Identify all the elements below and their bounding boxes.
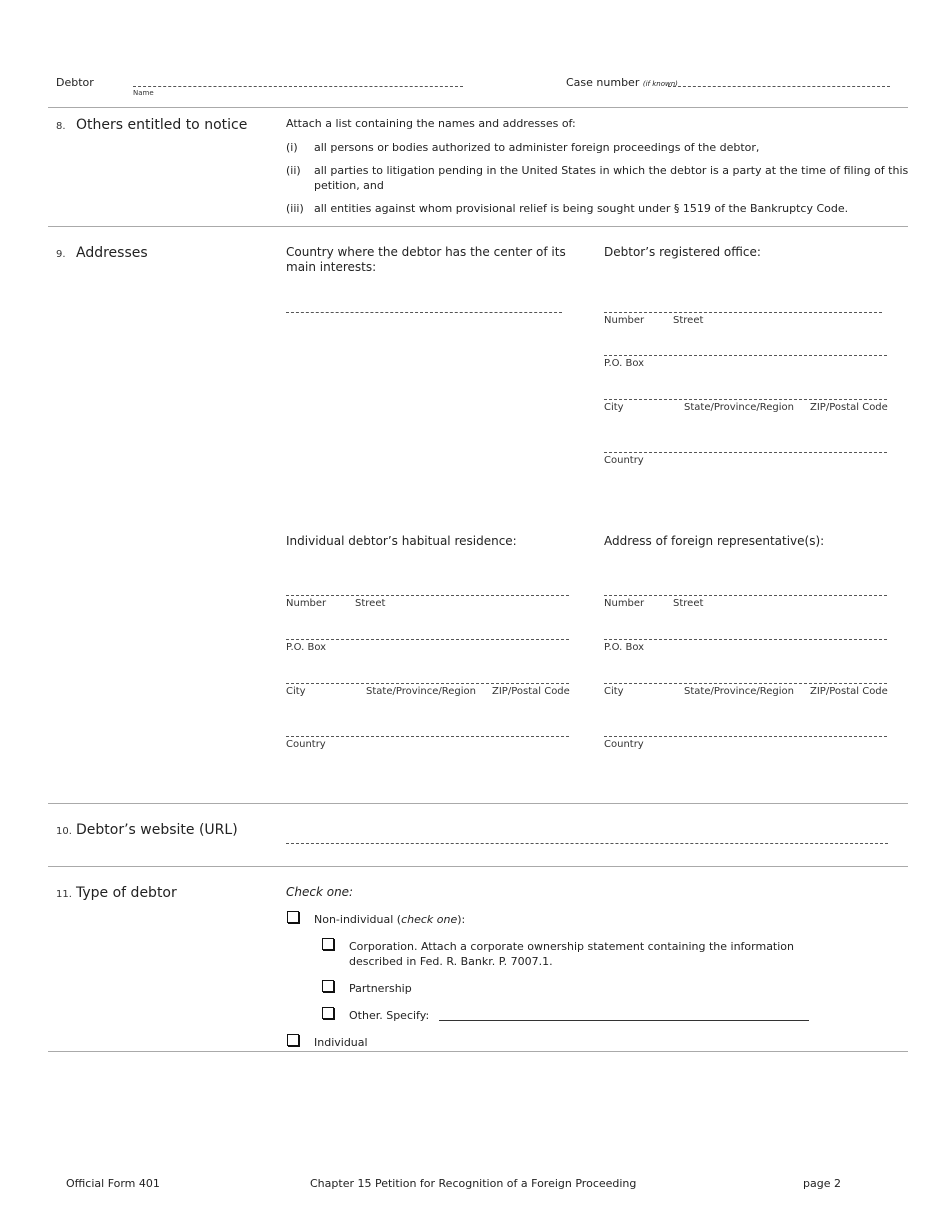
habitual-country-field[interactable] — [286, 736, 569, 737]
footer-page-number: page 2 — [803, 1177, 841, 1190]
case-number-label: Case number (if known) — [566, 76, 678, 89]
section-10-number: 10. — [56, 826, 72, 837]
other-checkbox[interactable] — [322, 1007, 334, 1019]
section-8-item-mark: (iii) — [286, 202, 304, 215]
state-label: State/Province/Region — [366, 686, 476, 697]
reg-office-street-field[interactable] — [604, 312, 882, 313]
reg-office-pobox-field[interactable] — [604, 355, 887, 356]
street-label: Street — [673, 315, 704, 326]
non-individual-label: Non-individual (check one): — [314, 913, 466, 926]
partnership-checkbox[interactable] — [322, 980, 334, 992]
footer-form-number: Official Form 401 — [66, 1177, 160, 1190]
section-8-item-text: all entities against whom provisional relief is being sought under § 1519 of the Bankruptcy Code. — [314, 202, 849, 215]
other-specify-field[interactable] — [439, 1020, 809, 1021]
section-8-title: Others entitled to notice — [76, 117, 248, 133]
number-label: Number — [604, 598, 645, 609]
section-9-number: 9. — [56, 249, 66, 260]
corporation-checkbox[interactable] — [322, 938, 334, 950]
section-8-item-text: all parties to litigation pending in the United States in which the debtor is a party at the time of filing of this — [314, 164, 909, 177]
coim-country-label: Country where the debtor has the center of its — [286, 245, 566, 259]
non-individual-checkbox[interactable] — [287, 911, 299, 923]
coim-country-label-cont: main interests: — [286, 260, 377, 274]
city-label: City — [286, 686, 306, 697]
section-11-number: 11. — [56, 889, 72, 900]
website-url-field[interactable] — [286, 843, 888, 844]
debtor-name-field[interactable] — [133, 86, 463, 87]
section-8-item-text: petition, and — [314, 179, 384, 192]
pobox-label: P.O. Box — [286, 642, 327, 653]
section-8-number: 8. — [56, 121, 66, 132]
section-10-title: Debtor’s website (URL) — [76, 822, 238, 838]
partnership-label: Partnership — [349, 982, 412, 995]
divider — [48, 1051, 908, 1052]
reg-office-city-field[interactable] — [604, 399, 887, 400]
country-label: Country — [604, 739, 644, 750]
street-label: Street — [355, 598, 386, 609]
country-label: Country — [286, 739, 326, 750]
state-label: State/Province/Region — [684, 686, 794, 697]
registered-office-label: Debtor’s registered office: — [604, 245, 761, 259]
country-label: Country — [604, 455, 644, 466]
foreign-rep-pobox-field[interactable] — [604, 639, 887, 640]
divider — [48, 803, 908, 804]
debtor-label: Debtor — [56, 76, 94, 89]
corporation-label: Corporation. Attach a corporate ownership statement containing the information — [349, 940, 795, 953]
pobox-label: P.O. Box — [604, 358, 645, 369]
individual-checkbox[interactable] — [287, 1034, 299, 1046]
habitual-pobox-field[interactable] — [286, 639, 569, 640]
other-label: Other. Specify: — [349, 1009, 430, 1022]
number-label: Number — [286, 598, 327, 609]
reg-office-country-field[interactable] — [604, 452, 887, 453]
zip-label: ZIP/Postal Code — [810, 686, 888, 697]
foreign-rep-city-field[interactable] — [604, 683, 887, 684]
section-8-item-text: all persons or bodies authorized to administer foreign proceedings of the debtor, — [314, 141, 760, 154]
zip-label: ZIP/Postal Code — [810, 402, 888, 413]
divider — [48, 107, 908, 108]
foreign-rep-country-field[interactable] — [604, 736, 887, 737]
city-label: City — [604, 686, 624, 697]
divider — [48, 866, 908, 867]
corporation-label-cont: described in Fed. R. Bankr. P. 7007.1. — [349, 955, 553, 968]
number-label: Number — [604, 315, 645, 326]
pobox-label: P.O. Box — [604, 642, 645, 653]
street-label: Street — [673, 598, 704, 609]
footer-form-title: Chapter 15 Petition for Recognition of a Foreign Proceeding — [310, 1177, 637, 1190]
section-9-title: Addresses — [76, 245, 148, 261]
section-11-title: Type of debtor — [76, 885, 177, 901]
foreign-rep-street-field[interactable] — [604, 595, 887, 596]
habitual-residence-label: Individual debtor’s habitual residence: — [286, 534, 517, 548]
city-label: City — [604, 402, 624, 413]
check-one-instruction: Check one: — [286, 885, 354, 899]
debtor-name-sublabel: Name — [133, 89, 154, 97]
section-8-item-mark: (i) — [286, 141, 298, 154]
coim-country-field[interactable] — [286, 312, 562, 313]
divider — [48, 226, 908, 227]
section-8-item-mark: (ii) — [286, 164, 301, 177]
state-label: State/Province/Region — [684, 402, 794, 413]
habitual-street-field[interactable] — [286, 595, 569, 596]
zip-label: ZIP/Postal Code — [492, 686, 570, 697]
case-number-field[interactable] — [668, 86, 890, 87]
foreign-rep-label: Address of foreign representative(s): — [604, 534, 825, 548]
individual-label: Individual — [314, 1036, 368, 1049]
section-8-intro: Attach a list containing the names and addresses of: — [286, 117, 576, 130]
habitual-city-field[interactable] — [286, 683, 569, 684]
